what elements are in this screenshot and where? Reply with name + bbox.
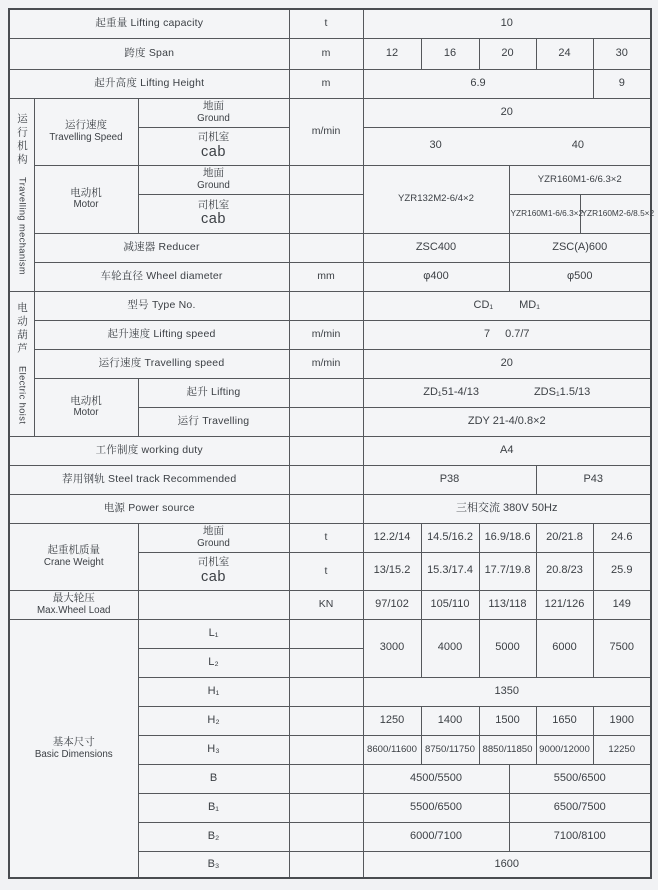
hoist-lifting-speed-unit: m/min	[289, 320, 363, 349]
travel-motor-label-en: Motor	[73, 199, 99, 211]
empty-cell	[289, 735, 363, 764]
dim-l-value: 6000	[536, 619, 593, 677]
row-travel-speed-ground	[9, 98, 651, 127]
ground-label-zh: 地面	[203, 167, 224, 180]
dim-b1-value: 6500/7500	[509, 793, 651, 822]
max-wheel-load-value: 113/118	[479, 590, 536, 619]
row-power-source	[9, 494, 651, 523]
span-unit: m	[289, 38, 363, 69]
dim-h2-value: 1900	[593, 706, 651, 735]
dim-l-value: 5000	[479, 619, 536, 677]
cab-label-zh: 司机室	[197, 556, 230, 568]
crane-weight-ground-value: 20/21.8	[536, 523, 593, 552]
dim-l-value: 4000	[421, 619, 479, 677]
max-wheel-load-label-zh: 最大轮压	[52, 592, 95, 605]
crane-weight-label	[9, 523, 138, 590]
dim-b1-sublabel: B₁	[138, 793, 289, 822]
wheel-diameter-label: 车轮直径 Wheel diameter	[34, 262, 289, 291]
dim-h3-value: 8750/11750	[421, 735, 479, 764]
group-travelling-mechanism	[9, 98, 34, 291]
crane-weight-cab-value: 17.7/19.8	[479, 552, 536, 590]
hoist-lifting-speed-label: 起升速度 Lifting speed	[34, 320, 289, 349]
empty-cell	[289, 764, 363, 793]
crane-weight-ground-value: 24.6	[593, 523, 651, 552]
empty-cell	[289, 494, 363, 523]
hoist-lifting-speed-value: 7	[483, 327, 491, 340]
hoist-motor-label	[34, 378, 138, 436]
travel-speed-unit: m/min	[289, 98, 363, 165]
working-duty-label: 工作制度 working duty	[9, 436, 289, 465]
empty-cell	[289, 436, 363, 465]
dim-b3-sublabel: B₃	[138, 851, 289, 878]
hoist-travelling-speed-value: 20	[363, 349, 651, 378]
dim-h2-value: 1400	[421, 706, 479, 735]
travel-motor-cab-value: YZR160M2-6/8.5×2	[580, 194, 651, 233]
travel-motor-main-value: YZR132M2-6/4×2	[363, 165, 509, 233]
dim-h2-value: 1500	[479, 706, 536, 735]
hoist-lifting-speed-values	[363, 320, 651, 349]
span-label: 跨度 Span	[9, 38, 289, 69]
dim-h3-sublabel: H₃	[138, 735, 289, 764]
row-wheel-diameter	[9, 262, 651, 291]
travel-speed-label-zh: 运行速度	[65, 119, 107, 132]
row-lifting-height	[9, 69, 651, 98]
max-wheel-load-value: 105/110	[421, 590, 479, 619]
hoist-travelling-speed-label: 运行速度 Travelling speed	[34, 349, 289, 378]
empty-cell	[138, 590, 289, 619]
max-wheel-load-value: 149	[593, 590, 651, 619]
group-label-en: Electric hoist	[17, 366, 28, 425]
wheel-diameter-value: φ400	[363, 262, 509, 291]
dim-h1-sublabel: H₁	[138, 677, 289, 706]
hoist-motor-lifting-value: ZDS₁1.5/13	[533, 385, 591, 398]
crane-weight-ground-value: 14.5/16.2	[421, 523, 479, 552]
dim-l-value: 3000	[363, 619, 421, 677]
working-duty-value: A4	[363, 436, 651, 465]
crane-weight-cab-value: 15.3/17.4	[421, 552, 479, 590]
row-crane-weight-ground	[9, 523, 651, 552]
row-hoist-lifting-speed	[9, 320, 651, 349]
empty-cell	[289, 648, 363, 677]
empty-cell	[289, 706, 363, 735]
hoist-motor-label-en: Motor	[73, 407, 99, 419]
crane-weight-label-en: Crane Weight	[43, 556, 104, 568]
group-label-zh: 运行机构	[16, 113, 29, 168]
travelling-mechanism-vertical-label	[15, 113, 28, 275]
hoist-motor-lifting-sublabel: 起升 Lifting	[138, 378, 289, 407]
ground-label-zh: 地面	[203, 525, 224, 538]
lifting-capacity-unit: t	[289, 9, 363, 38]
hoist-type-values	[363, 291, 651, 320]
dim-h2-sublabel: H₂	[138, 706, 289, 735]
dim-b-value: 5500/6500	[509, 764, 651, 793]
crane-weight-ground-sublabel	[138, 523, 289, 552]
crane-weight-cab-sublabel	[138, 552, 289, 590]
crane-weight-ground-value: 16.9/18.6	[479, 523, 536, 552]
empty-cell	[289, 407, 363, 436]
dim-h3-value: 8600/11600	[363, 735, 421, 764]
max-wheel-load-label	[9, 590, 138, 619]
hoist-type-label: 型号 Type No.	[34, 291, 289, 320]
steel-track-value: P38	[363, 465, 536, 494]
empty-cell	[289, 194, 363, 233]
row-hoist-travelling-speed	[9, 349, 651, 378]
ground-label-zh: 地面	[203, 100, 224, 113]
row-steel-track	[9, 465, 651, 494]
travel-speed-cab-value: 40	[571, 139, 584, 152]
span-value: 12	[363, 38, 421, 69]
ground-label-en: Ground	[197, 537, 230, 549]
travel-speed-label-en: Travelling Speed	[49, 131, 123, 143]
row-lifting-capacity	[9, 9, 651, 38]
dim-h2-value: 1650	[536, 706, 593, 735]
row-reducer	[9, 233, 651, 262]
row-span	[9, 38, 651, 69]
empty-cell	[289, 822, 363, 851]
cab-label-en: cab	[201, 143, 226, 160]
max-wheel-load-unit: KN	[289, 590, 363, 619]
span-value: 16	[421, 38, 479, 69]
row-max-wheel-load	[9, 590, 651, 619]
reducer-label: 减速器 Reducer	[34, 233, 289, 262]
hoist-motor-lifting-values	[363, 378, 651, 407]
steel-track-value: P43	[536, 465, 651, 494]
dim-b-sublabel: B	[138, 764, 289, 793]
basic-dimensions-label-en: Basic Dimensions	[34, 748, 113, 760]
travel-speed-ground-sublabel	[138, 98, 289, 127]
crane-weight-cab-value: 25.9	[593, 552, 651, 590]
empty-cell	[289, 619, 363, 648]
wheel-diameter-unit: mm	[289, 262, 363, 291]
travel-speed-cab-value: 30	[429, 139, 442, 152]
crane-spec-table	[8, 8, 655, 879]
dim-b2-value: 6000/7100	[363, 822, 509, 851]
hoist-motor-lifting-value: ZD₁51-4/13	[423, 385, 479, 398]
cab-label-en: cab	[201, 568, 226, 585]
dim-h2-value: 1250	[363, 706, 421, 735]
steel-track-label: 荐用钢轨 Steel track Recommended	[9, 465, 289, 494]
row-hoist-type	[9, 291, 651, 320]
span-value: 24	[536, 38, 593, 69]
empty-cell	[289, 291, 363, 320]
crane-weight-unit: t	[289, 552, 363, 590]
travel-speed-cab-sublabel	[138, 127, 289, 165]
dim-b-value: 4500/5500	[363, 764, 509, 793]
dim-l1-sublabel: L₁	[138, 619, 289, 648]
max-wheel-load-label-en: Max.Wheel Load	[36, 604, 111, 616]
lifting-height-label: 起升高度 Lifting Height	[9, 69, 289, 98]
electric-hoist-vertical-label	[15, 302, 28, 424]
span-value: 20	[479, 38, 536, 69]
travel-motor-label	[34, 165, 138, 233]
reducer-value: ZSC400	[363, 233, 509, 262]
row-working-duty	[9, 436, 651, 465]
row-travel-motor-ground	[9, 165, 651, 194]
dim-b1-value: 5500/6500	[363, 793, 509, 822]
travel-motor-ground-sublabel	[138, 165, 289, 194]
crane-weight-cab-value: 13/15.2	[363, 552, 421, 590]
lifting-capacity-label: 起重量 Lifting capacity	[9, 9, 289, 38]
dim-b3-value: 1600	[363, 851, 651, 878]
crane-weight-ground-value: 12.2/14	[363, 523, 421, 552]
empty-cell	[289, 793, 363, 822]
group-label-en: Travelling mechanism	[17, 177, 28, 276]
travel-motor-label-zh: 电动机	[70, 186, 102, 199]
span-value: 30	[593, 38, 651, 69]
travel-motor-ground-right-value: YZR160M1-6/6.3×2	[509, 165, 651, 194]
hoist-type-value: MD₁	[519, 298, 540, 311]
empty-cell	[289, 465, 363, 494]
empty-cell	[289, 378, 363, 407]
hoist-motor-travelling-sublabel: 运行 Travelling	[138, 407, 289, 436]
empty-cell	[289, 677, 363, 706]
hoist-motor-travelling-value: ZDY 21-4/0.8×2	[363, 407, 651, 436]
basic-dimensions-label-zh: 基本尺寸	[52, 736, 95, 749]
hoist-type-value: CD₁	[473, 298, 494, 311]
group-electric-hoist	[9, 291, 34, 436]
empty-cell	[289, 165, 363, 194]
dim-b2-value: 7100/8100	[509, 822, 651, 851]
dim-h3-value: 12250	[593, 735, 651, 764]
empty-cell	[289, 851, 363, 878]
dim-b2-sublabel: B₂	[138, 822, 289, 851]
hoist-lifting-speed-value: 0.7/7	[505, 327, 530, 340]
row-dim-l1	[9, 619, 651, 648]
ground-label-en: Ground	[197, 179, 230, 191]
dim-l2-sublabel: L₂	[138, 648, 289, 677]
lifting-height-unit: m	[289, 69, 363, 98]
max-wheel-load-value: 97/102	[363, 590, 421, 619]
empty-cell	[289, 233, 363, 262]
power-source-label: 电源 Power source	[9, 494, 289, 523]
crane-weight-label-zh: 起重机质量	[47, 544, 100, 557]
dim-h3-value: 8850/11850	[479, 735, 536, 764]
cab-label-en: cab	[201, 211, 226, 228]
travel-motor-cab-sublabel	[138, 194, 289, 233]
power-source-value: 三相交流 380V 50Hz	[363, 494, 651, 523]
dim-h1-value: 1350	[363, 677, 651, 706]
crane-weight-unit: t	[289, 523, 363, 552]
travel-speed-ground-value: 20	[363, 98, 651, 127]
crane-weight-cab-value: 20.8/23	[536, 552, 593, 590]
group-label-zh: 电动葫芦	[16, 302, 29, 357]
lifting-height-value-30m: 9	[593, 69, 651, 98]
dim-h3-value: 9000/12000	[536, 735, 593, 764]
lifting-capacity-value: 10	[363, 9, 651, 38]
hoist-travelling-speed-unit: m/min	[289, 349, 363, 378]
lifting-height-value: 6.9	[363, 69, 593, 98]
cab-label-zh: 司机室	[197, 131, 230, 143]
reducer-value: ZSC(A)600	[509, 233, 651, 262]
row-hoist-motor-lifting	[9, 378, 651, 407]
dim-l-value: 7500	[593, 619, 651, 677]
wheel-diameter-value: φ500	[509, 262, 651, 291]
hoist-motor-label-zh: 电动机	[70, 394, 102, 407]
cab-label-zh: 司机室	[197, 198, 230, 211]
basic-dimensions-label	[9, 619, 138, 878]
max-wheel-load-value: 121/126	[536, 590, 593, 619]
travel-speed-label	[34, 98, 138, 165]
travel-motor-cab-value: YZR160M1-6/6.3×2	[509, 194, 580, 233]
ground-label-en: Ground	[197, 112, 230, 124]
spec-sheet	[8, 8, 655, 879]
travel-speed-cab-values	[363, 127, 651, 165]
